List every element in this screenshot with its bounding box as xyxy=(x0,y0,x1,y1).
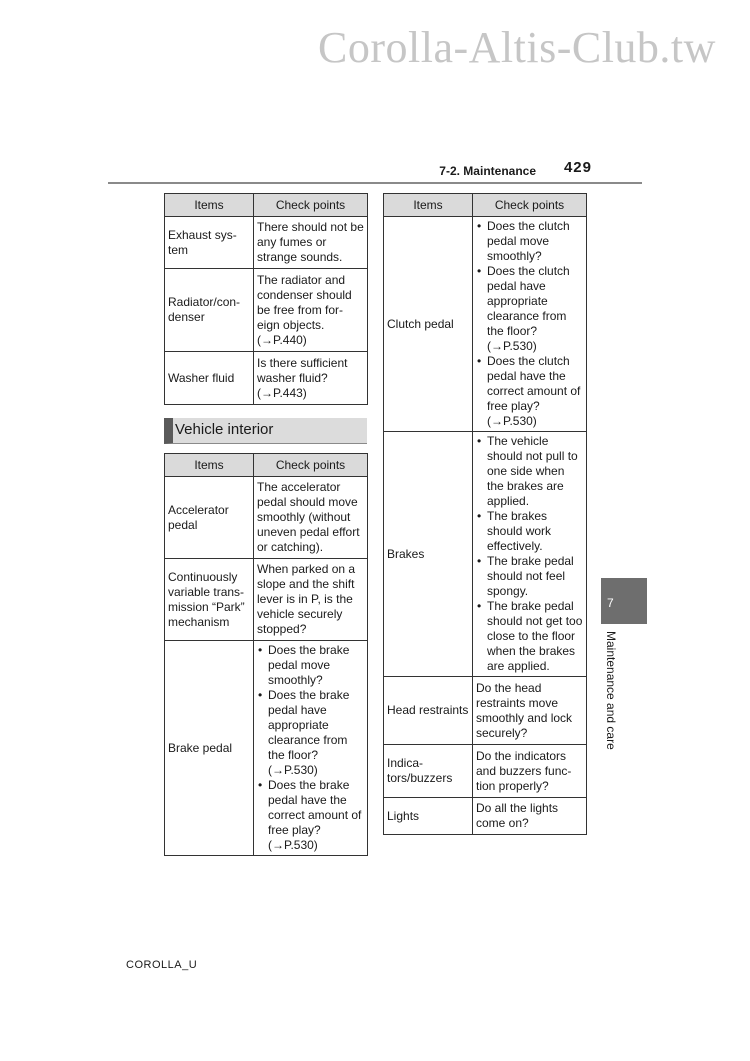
table-header-row xyxy=(165,454,368,477)
row-item: Brakes xyxy=(384,432,473,677)
row-item: Accelerator pedal xyxy=(165,477,254,559)
list-item: • The vehicle should not pull to one side when the brakes are applied. xyxy=(476,434,583,509)
row-check xyxy=(473,432,587,677)
row-item: Radiator/con-denser xyxy=(165,269,254,352)
row-check: The radiator and condenser should be free from for-eign objects. (→P.440) xyxy=(254,269,368,352)
page-header xyxy=(108,158,642,184)
check-points-header: Check points xyxy=(473,194,587,217)
page-number: 429 xyxy=(563,159,592,176)
row-item: Clutch pedal xyxy=(384,217,473,432)
row-item: Continuously variable trans-mission “Park” mechanism xyxy=(165,559,254,641)
list-item: • Does the brake pedal move smoothly? xyxy=(257,643,364,688)
bullet-list xyxy=(476,434,583,674)
check-points-header: Check points xyxy=(254,454,368,477)
table-row xyxy=(165,559,368,641)
row-item: Exhaust sys-tem xyxy=(165,217,254,269)
table-row xyxy=(165,477,368,559)
items-header: Items xyxy=(165,194,254,217)
list-item: • Does the clutch pedal have appropriate clearance from the floor? (→P.530) xyxy=(476,264,583,354)
exterior-check-table xyxy=(164,193,368,405)
list-item: • The brake pedal should not get too close to the floor when the brakes are applied. xyxy=(476,599,583,674)
list-item: • The brakes should work effectively. xyxy=(476,509,583,554)
row-check: When parked on a slope and the shift lever is in P, is the vehicle securely stopped? xyxy=(254,559,368,641)
table-row xyxy=(384,677,587,745)
bullet-list xyxy=(257,643,364,853)
table-header-row xyxy=(384,194,587,217)
table-row xyxy=(165,269,368,352)
list-item: • The brake pedal should not feel spongy. xyxy=(476,554,583,599)
row-item: Lights xyxy=(384,798,473,835)
table-row xyxy=(165,352,368,405)
row-check xyxy=(473,217,587,432)
additional-check-table xyxy=(383,193,587,835)
check-points-header: Check points xyxy=(254,194,368,217)
list-item: • Does the brake pedal have the correct amount of free play? (→P.530) xyxy=(257,778,364,853)
row-check: Do the head restraints move smoothly and lock securely? xyxy=(473,677,587,745)
section-title: 7-2. Maintenance xyxy=(439,164,536,178)
list-item: • Does the brake pedal have appropriate clearance from the floor? (→P.530) xyxy=(257,688,364,778)
chapter-number: 7 xyxy=(607,596,614,610)
table-header-row xyxy=(165,194,368,217)
chapter-tab xyxy=(601,578,647,624)
bullet-list xyxy=(476,219,583,429)
row-check: The accelerator pedal should move smoothly (without uneven pedal effort or catching). xyxy=(254,477,368,559)
watermark: Corolla-Altis-Club.tw xyxy=(318,23,716,72)
items-header: Items xyxy=(384,194,473,217)
items-header: Items xyxy=(165,454,254,477)
interior-check-table xyxy=(164,453,368,856)
table-row xyxy=(165,217,368,269)
table-row xyxy=(384,432,587,677)
row-check: There should not be any fumes or strange sounds. xyxy=(254,217,368,269)
vehicle-interior-heading: Vehicle interior xyxy=(164,418,367,444)
table-row xyxy=(384,745,587,798)
row-item: Brake pedal xyxy=(165,641,254,856)
row-check xyxy=(254,641,368,856)
row-item: Washer fluid xyxy=(165,352,254,405)
row-check: Do all the lights come on? xyxy=(473,798,587,835)
row-item: Indica-tors/buzzers xyxy=(384,745,473,798)
table-row xyxy=(165,641,368,856)
table-row xyxy=(384,798,587,835)
list-item: • Does the clutch pedal have the correct amount of free play? (→P.530) xyxy=(476,354,583,429)
table-row xyxy=(384,217,587,432)
row-item: Head restraints xyxy=(384,677,473,745)
row-check: Is there sufficient washer fluid? (→P.443) xyxy=(254,352,368,405)
footer-code: COROLLA_U xyxy=(126,959,198,971)
row-check: Do the indicators and buzzers func-tion properly? xyxy=(473,745,587,798)
chapter-label: Maintenance and care xyxy=(604,631,618,750)
list-item: • Does the clutch pedal move smoothly? xyxy=(476,219,583,264)
